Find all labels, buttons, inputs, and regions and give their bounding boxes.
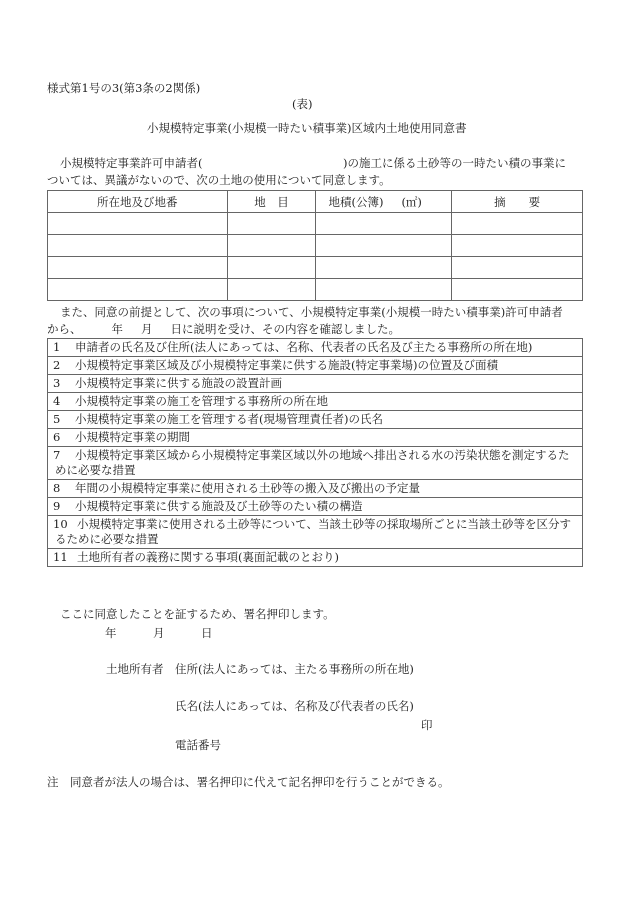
list-item — [48, 498, 583, 516]
header-land-category: 地 目 — [227, 191, 316, 213]
form-number: 様式第1号の3(第3条の2関係) — [47, 81, 201, 95]
cell-location[interactable] — [48, 257, 228, 279]
item-cell — [48, 375, 583, 393]
item-cell — [48, 357, 583, 375]
table-row — [48, 279, 583, 301]
list-item — [48, 393, 583, 411]
cell-land-category[interactable] — [227, 235, 316, 257]
item-cell — [48, 339, 583, 357]
seal-mark: 印 — [421, 718, 433, 732]
item-text: 土地所有者の義務に関する事項(裏面記載のとおり) — [77, 550, 339, 564]
item-text: 小規模特定事業に供する施設の設置計画 — [75, 376, 282, 390]
item-text: 小規模特定事業の施工を管理する者(現場管理責任者)の氏名 — [75, 412, 383, 426]
item-cell — [48, 549, 583, 567]
list-item — [48, 549, 583, 567]
list-item — [48, 447, 583, 480]
explanation-items-table — [47, 338, 583, 567]
cell-remarks[interactable] — [452, 257, 583, 279]
list-item — [48, 339, 583, 357]
item-number: 4 — [53, 394, 61, 408]
item-text: 年間の小規模特定事業に使用される土砂等の搬入及び搬出の予定量 — [75, 481, 420, 495]
owner-address-label: 住所(法人にあっては、主たる事務所の所在地) — [175, 662, 414, 676]
item-text: 小規模特定事業区域及び小規模特定事業に供する施設(特定事業場)の位置及び面積 — [75, 358, 498, 372]
cell-location[interactable] — [48, 235, 228, 257]
intro-line1-prefix: 小規模特定事業許可申請者( — [60, 156, 203, 170]
owner-name-label: 氏名(法人にあっては、名称及び代表者の氏名) — [175, 699, 414, 713]
owner-label: 土地所有者 — [106, 662, 164, 676]
sign-date-year: 年 — [105, 626, 117, 640]
header-area-unit: (㎡) — [401, 194, 422, 209]
list-item — [48, 375, 583, 393]
item-number: 7 — [53, 448, 61, 462]
premise-line1: また、同意の前提として、次の事項について、小規模特定事業(小規模一時たい積事業)許可申請者 — [60, 305, 563, 319]
item-cell — [48, 480, 583, 498]
table-row — [48, 257, 583, 279]
item-number: 3 — [53, 376, 61, 390]
header-remarks: 摘 要 — [452, 191, 583, 213]
premise-line2 — [47, 322, 400, 336]
item-number: 1 — [53, 340, 61, 354]
land-table-header — [48, 191, 583, 213]
cell-location[interactable] — [48, 279, 228, 301]
header-area — [316, 191, 452, 213]
list-item — [48, 357, 583, 375]
item-number: 8 — [53, 481, 61, 495]
cell-location[interactable] — [48, 213, 228, 235]
header-area-label: 地積(公簿) — [328, 194, 384, 209]
sign-date-month: 月 — [153, 626, 165, 640]
list-item — [48, 516, 583, 549]
list-item — [48, 411, 583, 429]
certify-text: ここに同意したことを証するため、署名押印します。 — [60, 607, 335, 621]
item-text-continuation: るために必要な措置 — [55, 532, 159, 546]
intro-line1-suffix: )の施工に係る土砂等の一時たい積の事業に — [343, 156, 566, 170]
item-text: 小規模特定事業の期間 — [75, 430, 190, 444]
item-cell — [48, 393, 583, 411]
item-number: 2 — [53, 358, 61, 372]
item-cell — [48, 498, 583, 516]
item-text-continuation: めに必要な措置 — [55, 463, 136, 477]
item-number: 11 — [53, 550, 68, 564]
table-row — [48, 213, 583, 235]
intro-line2: ついては、異議がないので、次の土地の使用について同意します。 — [47, 173, 391, 187]
cell-remarks[interactable] — [452, 235, 583, 257]
list-item — [48, 429, 583, 447]
list-item — [48, 480, 583, 498]
item-text: 小規模特定事業に供する施設及び土砂等のたい積の構造 — [75, 499, 363, 513]
owner-phone-label: 電話番号 — [175, 738, 221, 752]
cell-area[interactable] — [316, 279, 452, 301]
item-text: 申請者の氏名及び住所(法人にあっては、名称、代表者の氏名及び主たる事務所の所在地) — [75, 340, 533, 354]
table-row — [48, 235, 583, 257]
item-cell — [48, 411, 583, 429]
cell-area[interactable] — [316, 257, 452, 279]
document-title: 小規模特定事業(小規模一時たい積事業)区域内土地使用同意書 — [147, 121, 467, 135]
premise-month: 月 — [141, 322, 153, 336]
item-text: 小規模特定事業区域から小規模特定事業区域以外の地域へ排出される水の汚染状態を測定するた — [75, 448, 570, 462]
premise-line2-prefix: から、 — [47, 322, 82, 336]
land-table — [47, 190, 583, 301]
applicant-name-field[interactable] — [213, 154, 338, 170]
item-number: 9 — [53, 499, 61, 513]
side-label: (表) — [292, 97, 313, 111]
cell-land-category[interactable] — [227, 257, 316, 279]
footnote: 注 同意者が法人の場合は、署名押印に代えて記名押印を行うことができる。 — [47, 775, 450, 789]
sign-date-day: 日 — [201, 626, 213, 640]
premise-line2-suffix: 日に説明を受け、その内容を確認しました。 — [170, 322, 401, 336]
cell-remarks[interactable] — [452, 213, 583, 235]
cell-land-category[interactable] — [227, 213, 316, 235]
item-number: 6 — [53, 430, 61, 444]
item-number: 10 — [53, 517, 68, 531]
item-cell — [48, 429, 583, 447]
cell-land-category[interactable] — [227, 279, 316, 301]
item-cell — [48, 516, 583, 549]
item-cell — [48, 447, 583, 480]
header-location: 所在地及び地番 — [48, 191, 228, 213]
cell-area[interactable] — [316, 213, 452, 235]
cell-area[interactable] — [316, 235, 452, 257]
item-number: 5 — [53, 412, 61, 426]
item-text: 小規模特定事業の施工を管理する事務所の所在地 — [75, 394, 328, 408]
item-text: 小規模特定事業に使用される土砂等について、当該土砂等の採取場所ごとに当該土砂等を区分す — [77, 517, 572, 531]
premise-year: 年 — [111, 322, 123, 336]
cell-remarks[interactable] — [452, 279, 583, 301]
